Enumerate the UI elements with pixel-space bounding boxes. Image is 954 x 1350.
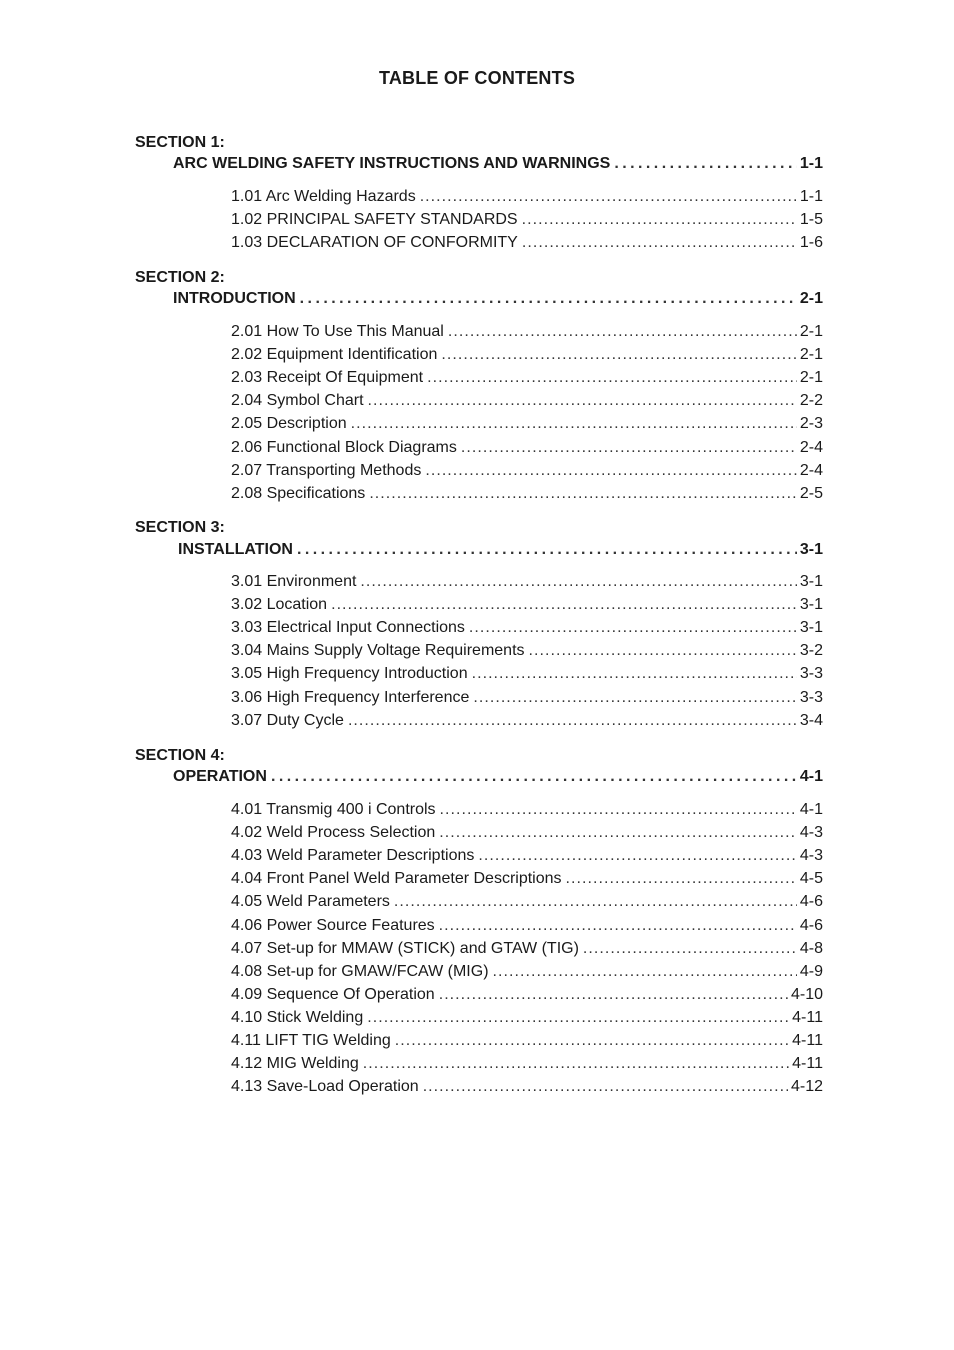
section-label: SECTION 1: [135, 134, 225, 151]
dot-leader [423, 1077, 788, 1097]
toc-entry-title: 4.01 Transmig 400 i Controls [231, 801, 436, 818]
toc-entry-link[interactable] [231, 985, 823, 1005]
dot-leader [367, 1008, 789, 1028]
toc-entry-link[interactable] [231, 345, 823, 365]
page-title: TABLE OF CONTENTS [378, 68, 576, 88]
toc-entry-page-number: 4-1 [799, 801, 823, 818]
toc-entry-link[interactable] [231, 1054, 823, 1074]
section-heading-link[interactable] [173, 767, 823, 787]
toc-entry-title: 3.05 High Frequency Introduction [231, 665, 468, 683]
dot-leader [614, 154, 797, 174]
toc-entry-page-number: 4-5 [799, 870, 823, 888]
toc-entry-title: 3.07 Duty Cycle [231, 711, 344, 729]
section-page-number: 3-1 [799, 541, 823, 558]
dot-leader [493, 962, 797, 982]
toc-entry-title: 2.07 Transporting Methods [231, 461, 422, 479]
toc-entry-page-number: 4-10 [790, 985, 823, 1003]
toc-entry-page-number: 4-9 [799, 962, 823, 980]
toc-entry-page-number: 1-1 [799, 188, 823, 205]
dot-leader [360, 572, 796, 592]
toc-entry-page-number: 4-11 [792, 1008, 823, 1026]
toc-entry-page-number: 1-5 [799, 211, 823, 229]
section-heading-link[interactable] [173, 289, 823, 309]
dot-leader [395, 1031, 789, 1051]
toc-entry-page-number: 3-1 [799, 619, 823, 637]
toc-entry-link[interactable] [231, 916, 823, 936]
toc-entry-link[interactable] [231, 1031, 823, 1051]
toc-entry-link[interactable] [231, 823, 823, 843]
dot-leader [522, 210, 797, 230]
toc-entry-page-number: 4-11 [792, 1055, 823, 1073]
dot-leader [566, 869, 797, 889]
dot-leader [448, 322, 797, 342]
dot-leader [394, 892, 797, 912]
toc-entry-link[interactable] [231, 939, 823, 959]
dot-leader [363, 1054, 789, 1074]
toc-entry-page-number: 2-3 [799, 415, 823, 433]
dot-leader [420, 187, 797, 207]
section-heading-title: ARC WELDING SAFETY INSTRUCTIONS AND WARNINGS [173, 155, 611, 172]
toc-entry-link[interactable] [231, 869, 823, 889]
toc-entry-page-number: 2-1 [799, 346, 823, 364]
toc-entry-page-number: 3-3 [799, 665, 823, 683]
toc-entry-page-number: 3-4 [799, 711, 823, 729]
toc-entry-link[interactable] [231, 892, 823, 912]
toc-entry-page-number: 3-1 [799, 573, 823, 590]
toc-entry-title: 4.11 LIFT TIG Welding [231, 1032, 391, 1049]
toc-entry-title: 1.02 PRINCIPAL SAFETY STANDARDS [231, 211, 518, 229]
dot-leader [439, 985, 788, 1005]
section-heading-title: OPERATION [173, 768, 267, 785]
toc-entry-page-number: 1-6 [799, 234, 823, 252]
toc-entry-title: 4.04 Front Panel Weld Parameter Descriptions [231, 870, 562, 888]
toc-entry-title: 4.07 Set-up for MMAW (STICK) and GTAW (TIG) [231, 939, 579, 957]
toc-entry-link[interactable] [231, 688, 823, 708]
toc-entry-page-number: 3-1 [799, 596, 823, 614]
dot-leader [439, 916, 797, 936]
toc-entry-link[interactable] [231, 414, 823, 434]
toc-entry-title: 4.06 Power Source Features [231, 916, 435, 934]
toc-entry-title: 2.03 Receipt Of Equipment [231, 369, 424, 387]
toc-entry-link[interactable] [231, 322, 823, 342]
toc-entry-link[interactable] [231, 438, 823, 458]
toc-entry-page-number: 2-2 [799, 392, 823, 410]
dot-leader [271, 767, 797, 787]
toc-entry-title: 1.03 DECLARATION OF CONFORMITY [231, 234, 518, 252]
toc-entry-link[interactable] [231, 210, 823, 230]
dot-leader [522, 233, 797, 253]
toc-entry-title: 2.05 Description [231, 415, 347, 433]
toc-entry-link[interactable] [231, 187, 823, 207]
toc-entry-title: 2.01 How To Use This Manual [231, 323, 444, 340]
dot-leader [427, 368, 797, 388]
section-label: SECTION 3: [135, 519, 225, 536]
toc-entry-link[interactable] [231, 572, 823, 592]
dot-leader [300, 289, 797, 309]
dot-leader [441, 345, 797, 365]
toc-entry-link[interactable] [231, 800, 823, 820]
toc-entry-title: 1.01 Arc Welding Hazards [231, 188, 416, 205]
dot-leader [583, 939, 797, 959]
toc-entry-page-number: 4-11 [792, 1032, 823, 1049]
toc-entry-link[interactable] [231, 1008, 823, 1028]
toc-entry-title: 3.03 Electrical Input Connections [231, 619, 465, 637]
toc-entry-title: 3.06 High Frequency Interference [231, 688, 470, 706]
toc-entry-page-number: 2-4 [799, 461, 823, 479]
toc-entry-title: 3.01 Environment [231, 573, 357, 590]
toc-entry-link[interactable] [231, 233, 823, 253]
dot-leader [473, 688, 797, 708]
toc-entry-title: 4.05 Weld Parameters [231, 893, 390, 911]
section-label: SECTION 2: [135, 269, 225, 286]
section-heading-link[interactable] [173, 154, 823, 174]
toc-entry-page-number: 3-3 [799, 688, 823, 706]
dot-leader [368, 391, 797, 411]
dot-leader [461, 438, 797, 458]
toc-entry-link[interactable] [231, 618, 823, 638]
toc-entry-link[interactable] [231, 484, 823, 504]
dot-leader [331, 595, 797, 615]
section-label: SECTION 4: [135, 747, 225, 764]
dot-leader [425, 461, 797, 481]
toc-entry-title: 4.10 Stick Welding [231, 1008, 364, 1026]
toc-entry-page-number: 2-5 [799, 484, 823, 502]
toc-entry-title: 4.09 Sequence Of Operation [231, 985, 435, 1003]
dot-leader [529, 641, 797, 661]
toc-entry-link[interactable] [231, 1077, 823, 1097]
toc-entry-link[interactable] [231, 461, 823, 481]
section-page-number: 2-1 [799, 290, 823, 307]
dot-leader [348, 711, 797, 731]
section-page-number: 4-1 [799, 768, 823, 785]
toc-entry-link[interactable] [231, 846, 823, 866]
toc-entry-page-number: 2-1 [799, 323, 823, 340]
toc-entry-title: 2.04 Symbol Chart [231, 392, 364, 410]
dot-leader [297, 540, 797, 560]
toc-entry-page-number: 4-6 [799, 893, 823, 911]
section-heading-link[interactable] [178, 540, 823, 560]
toc-entry-link[interactable] [231, 595, 823, 615]
dot-leader [439, 823, 797, 843]
toc-entry-page-number: 2-4 [799, 438, 823, 456]
toc-entry-title: 4.03 Weld Parameter Descriptions [231, 847, 475, 865]
toc-entry-link[interactable] [231, 711, 823, 731]
toc-entry-link[interactable] [231, 391, 823, 411]
toc-entry-link[interactable] [231, 641, 823, 661]
dot-leader [472, 664, 797, 684]
toc-entry-page-number: 3-2 [799, 642, 823, 660]
dot-leader [469, 618, 797, 638]
toc-entry-page-number: 4-3 [799, 824, 823, 842]
dot-leader [478, 846, 797, 866]
toc-entry-page-number: 4-12 [790, 1078, 823, 1096]
toc-entry-title: 4.08 Set-up for GMAW/FCAW (MIG) [231, 962, 489, 980]
section-heading-title: INTRODUCTION [173, 290, 296, 307]
toc-entry-page-number: 4-3 [799, 847, 823, 865]
dot-leader [351, 414, 797, 434]
toc-entry-title: 2.06 Functional Block Diagrams [231, 438, 457, 456]
toc-entry-title: 4.13 Save-Load Operation [231, 1078, 419, 1096]
toc-entry-title: 2.02 Equipment Identification [231, 346, 438, 364]
toc-entry-link[interactable] [231, 664, 823, 684]
toc-entry-title: 2.08 Specifications [231, 484, 366, 502]
toc-entry-title: 3.02 Location [231, 596, 328, 614]
toc-entry-page-number: 2-1 [799, 369, 823, 387]
toc-entry-page-number: 4-8 [799, 939, 823, 957]
dot-leader [440, 800, 797, 820]
toc-entry-link[interactable] [231, 962, 823, 982]
toc-entry-title: 4.02 Weld Process Selection [231, 824, 436, 842]
section-heading-title: INSTALLATION [178, 541, 293, 558]
section-page-number: 1-1 [799, 155, 823, 172]
toc-entry-title: 3.04 Mains Supply Voltage Requirements [231, 642, 525, 660]
toc-entry-page-number: 4-6 [799, 916, 823, 934]
dot-leader [369, 484, 797, 504]
toc-entry-link[interactable] [231, 368, 823, 388]
toc-entry-title: 4.12 MIG Welding [231, 1055, 359, 1073]
